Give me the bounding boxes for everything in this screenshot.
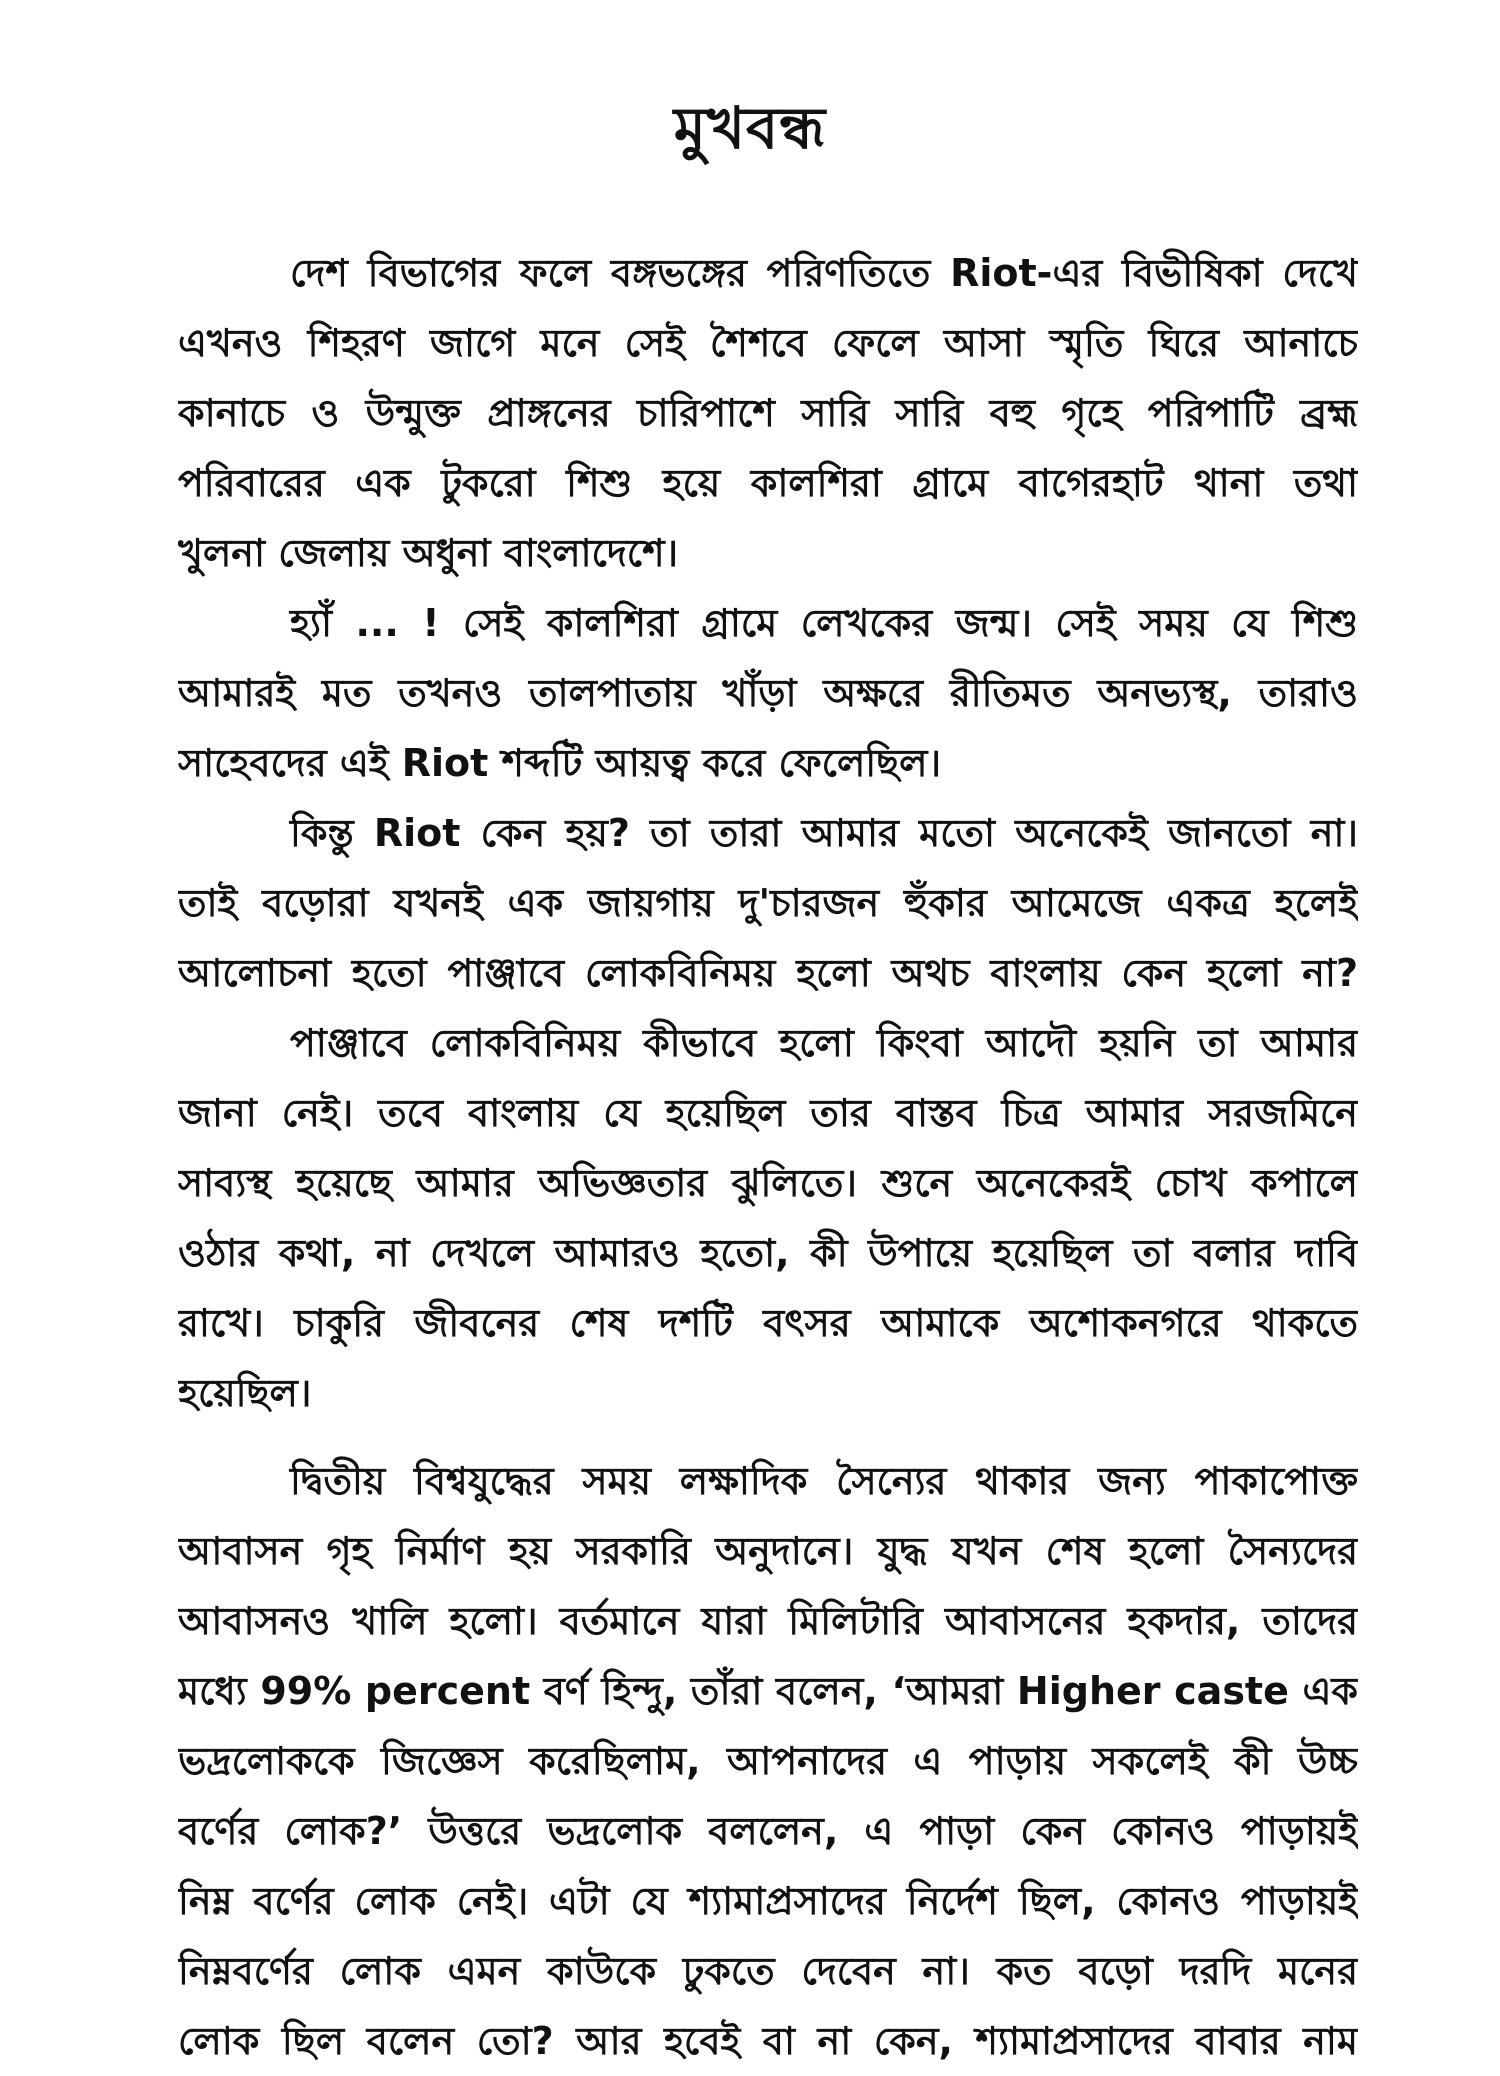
text-line: তাই বড়োরা যখনই এক জায়গায় দু'চারজন হুঁকার আমেজে একত্র হলেই (178, 881, 1358, 925)
document-body (178, 238, 1358, 2076)
paragraph-gap (178, 1428, 1358, 1446)
text-line: সাহেবদের এই Riot শব্দটি আয়ত্ব করে ফেলেছিল। (178, 741, 942, 785)
text-line: এখনও শিহরণ জাগে মনে সেই শৈশবে ফেলে আসা স্মৃতি ঘিরে আনাচে (178, 321, 1358, 365)
text-line: লোক ছিল বলেন তো? আর হবেই বা না কেন, শ্যামাপ্রসাদের বাবার নাম (178, 2019, 1358, 2063)
text-line: নিম্নবর্ণের লোক এমন কাউকে ঢুকতে দেবেন না। কত বড়ো দরদি মনের (178, 1949, 1358, 1993)
text-line: আবাসন গৃহ নির্মাণ হয় সরকারি অনুদানে। যুদ্ধ যখন শেষ হলো সৈন্যদের (178, 1529, 1358, 1573)
text-line: নিম্ন বর্ণের লোক নেই। এটা যে শ্যামাপ্রসাদের নির্দেশ ছিল, কোনও পাড়ায়ই (178, 1879, 1358, 1923)
text-line: খুলনা জেলায় অধুনা বাংলাদেশে। (178, 531, 679, 575)
text-line: দেশ বিভাগের ফলে বঙ্গভঙ্গের পরিণতিতে Riot-এর বিভীষিকা দেখে (290, 251, 1358, 295)
text-line: মধ্যে 99% percent বর্ণ হিন্দু, তাঁরা বলেন, ‘আমরা Higher caste এক (178, 1669, 1358, 1713)
text-line: কিন্তু Riot কেন হয়? তা তারা আমার মতো অনেকেই জানতো না। (290, 811, 1358, 855)
text-line: আবাসনও খালি হলো। বর্তমানে যারা মিলিটারি আবাসনের হকদার, তাদের (178, 1599, 1358, 1643)
text-line: আলোচনা হতো পাঞ্জাবে লোকবিনিময় হলো অথচ বাংলায় কেন হলো না? (178, 951, 1358, 995)
text-line: আমারই মত তখনও তালপাতায় খাঁড়া অক্ষরে রীতিমত অনভ্যস্থ, তারাও (178, 671, 1358, 715)
text-line: পরিবারের এক টুকরো শিশু হয়ে কালশিরা গ্রামে বাগেরহাট থানা তথা (178, 461, 1358, 505)
text-line: বর্ণের লোক?’ উত্তরে ভদ্রলোক বললেন, এ পাড়া কেন কোনও পাড়ায়ই (178, 1809, 1358, 1853)
text-line: ভদ্রলোককে জিজ্ঞেস করেছিলাম, আপনাদের এ পাড়ায় সকলেই কী উচ্চ (178, 1739, 1358, 1783)
text-line: জানা নেই। তবে বাংলায় যে হয়েছিল তার বাস্তব চিত্র আমার সরজমিনে (178, 1091, 1358, 1135)
text-line: রাখে। চাকুরি জীবনের শেষ দশটি বৎসর আমাকে অশোকনগরে থাকতে (178, 1301, 1358, 1345)
text-line: সাব্যস্থ হয়েছে আমার অভিজ্ঞতার ঝুলিতে। শুনে অনেকেরই চোখ কপালে (178, 1161, 1358, 1205)
page-title: মুখবন্ধ (673, 94, 827, 162)
text-line: ওঠার কথা, না দেখলে আমারও হতো, কী উপায়ে হয়েছিল তা বলার দাবি (178, 1231, 1358, 1275)
text-line: পাঞ্জাবে লোকবিনিময় কীভাবে হলো কিংবা আদৌ হয়নি তা আমার (290, 1021, 1358, 1065)
text-line: হয়েছিল। (178, 1371, 312, 1415)
text-line: হ্যাঁ ... ! সেই কালশিরা গ্রামে লেখকের জন্ম। সেই সময় যে শিশু (290, 601, 1358, 645)
text-line: কানাচে ও উন্মুক্ত প্রাঙ্গনের চারিপাশে সারি সারি বহু গৃহে পরিপাটি ব্রহ্ম (178, 391, 1358, 435)
text-line: দ্বিতীয় বিশ্বযুদ্ধের সময় লক্ষাদিক সৈন্যের থাকার জন্য পাকাপোক্ত (290, 1459, 1358, 1503)
